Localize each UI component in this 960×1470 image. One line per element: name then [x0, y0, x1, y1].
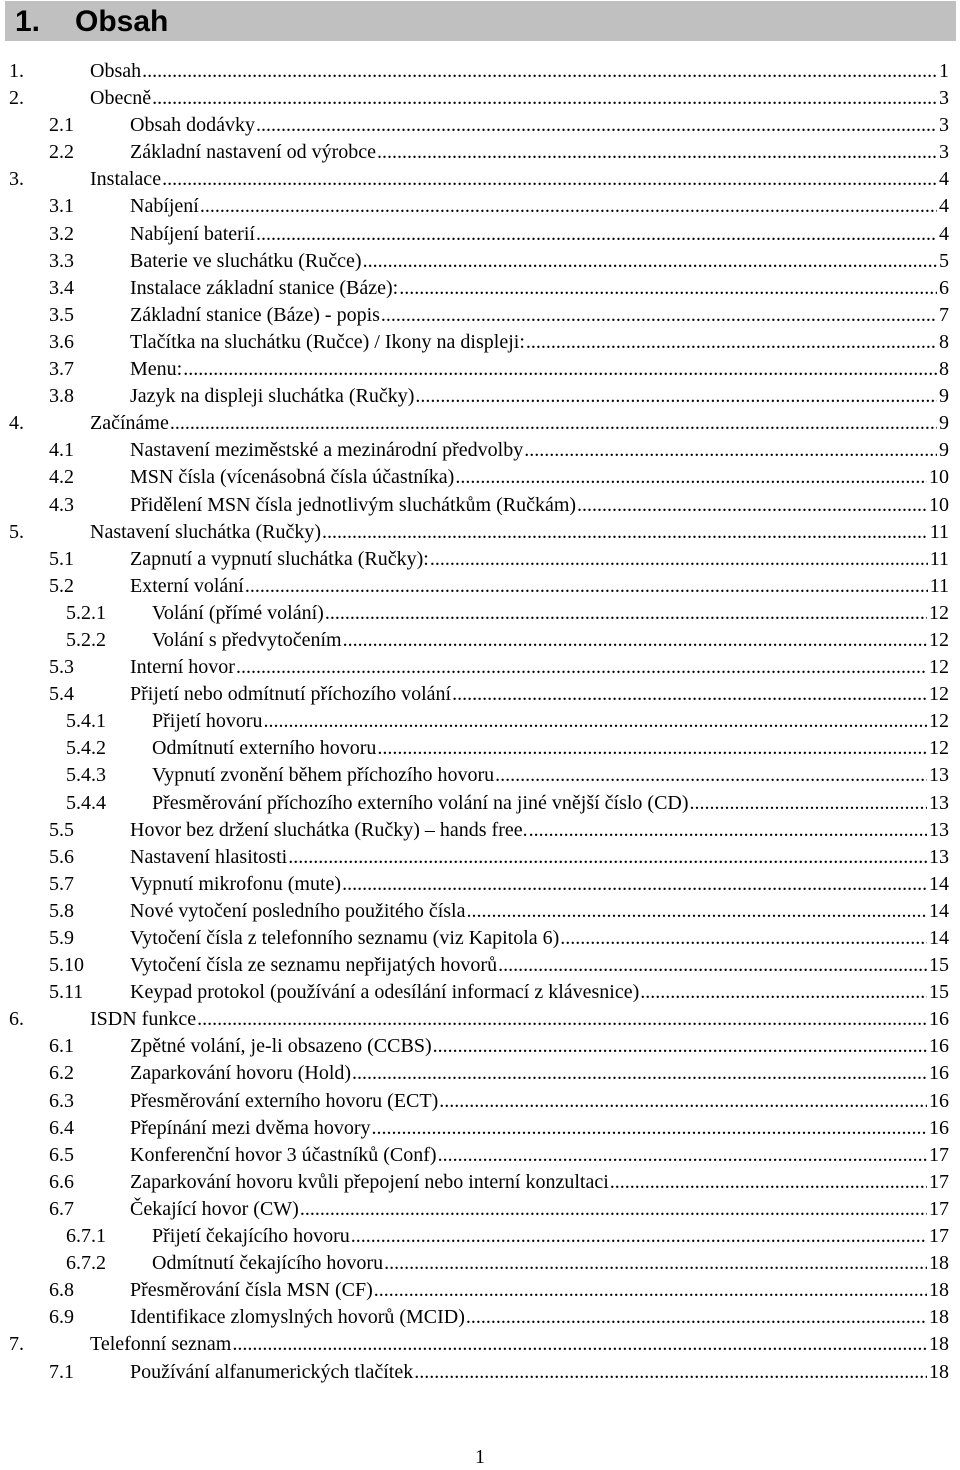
toc-entry-number: 1.	[9, 60, 24, 82]
toc-entry-title: Zapnutí a vypnutí sluchátka (Ručky):	[130, 547, 429, 570]
toc-dot-leader	[384, 1250, 927, 1277]
toc-entry-title: Volání s předvytočením	[152, 628, 342, 651]
toc-entry-body	[130, 356, 949, 383]
toc-dot-leader	[690, 790, 927, 817]
toc-dot-leader	[466, 898, 927, 925]
toc-entry-number: 5.2.1	[66, 601, 106, 624]
toc-entry-body	[130, 952, 949, 979]
toc-entry-title: Interní hovor	[130, 656, 235, 679]
toc-entry-title: Nastavení meziměstské a mezinárodní předvolby	[130, 439, 524, 462]
toc-entry-number: 5.8	[49, 899, 74, 922]
toc-entry-page: 17	[929, 1225, 949, 1248]
toc-entry[interactable]	[0, 1169, 960, 1196]
toc-entry-title: MSN čísla (vícenásobná čísla účastníka)	[130, 466, 455, 489]
toc-entry[interactable]	[0, 627, 960, 654]
toc-entry-body	[130, 1142, 949, 1169]
toc-entry-title: Obsah dodávky	[130, 114, 255, 137]
toc-dot-leader	[640, 979, 927, 1006]
toc-entry-page: 17	[929, 1197, 949, 1220]
toc-dot-leader	[455, 464, 927, 491]
toc-entry-body	[152, 1223, 949, 1250]
toc-entry-body	[130, 979, 949, 1006]
toc-entry-body	[130, 1033, 949, 1060]
toc-entry-title: Přepínání mezi dvěma hovory	[130, 1116, 371, 1139]
toc-entry[interactable]	[0, 1277, 960, 1304]
toc-entry-page: 13	[929, 764, 949, 787]
toc-entry-title: Zaparkování hovoru (Hold)	[130, 1062, 352, 1085]
toc-entry-title: Odmítnutí čekajícího hovoru	[152, 1252, 384, 1275]
toc-entry-body	[90, 1006, 949, 1033]
toc-entry-page: 16	[929, 1035, 949, 1058]
toc-dot-leader	[183, 356, 937, 383]
toc-entry-body	[152, 600, 949, 627]
toc-entry-page: 17	[929, 1143, 949, 1166]
toc-entry-body	[130, 573, 949, 600]
toc-entry-body	[130, 1359, 949, 1386]
toc-entry-page: 5	[939, 249, 949, 272]
toc-entry-number: 6.7	[49, 1197, 74, 1220]
toc-dot-leader	[351, 1223, 927, 1250]
toc-dot-leader	[197, 1006, 927, 1033]
toc-entry-number: 5.5	[49, 818, 74, 841]
toc-dot-leader	[526, 329, 937, 356]
toc-entry[interactable]	[0, 139, 960, 166]
toc-dot-leader	[343, 627, 927, 654]
toc-entry-body	[130, 1277, 949, 1304]
toc-dot-leader	[152, 85, 937, 112]
toc-dot-leader	[342, 871, 927, 898]
toc-entry-title: Baterie ve sluchátku (Ručce)	[130, 249, 362, 272]
toc-entry-title: Přijetí čekajícího hovoru	[152, 1225, 350, 1248]
toc-entry-title: Nabíjení	[130, 195, 199, 218]
toc-entry-page: 14	[929, 899, 949, 922]
toc-entry[interactable]	[0, 85, 960, 112]
toc-dot-leader	[200, 193, 937, 220]
toc-entry-page: 12	[929, 628, 949, 651]
toc-entry[interactable]	[0, 600, 960, 627]
toc-entry[interactable]	[0, 1304, 960, 1331]
toc-entry-body	[152, 708, 949, 735]
toc-dot-leader	[363, 248, 937, 275]
toc-entry-body	[130, 383, 949, 410]
toc-entry-page: 14	[929, 927, 949, 949]
toc-entry-title: Přesměrování příchozího externího volání na jiné vnější číslo (CD)	[152, 791, 689, 814]
toc-entry-body	[130, 1088, 949, 1115]
toc-entry[interactable]	[0, 546, 960, 573]
toc-entry-body	[90, 519, 949, 546]
toc-entry-body	[90, 58, 949, 85]
toc-entry[interactable]	[0, 1088, 960, 1115]
toc-entry-title: Jazyk na displeji sluchátka (Ručky)	[130, 385, 415, 408]
toc-entry-number: 2.2	[49, 141, 74, 164]
toc-entry-body	[130, 464, 949, 491]
toc-entry-page: 9	[939, 439, 949, 462]
toc-dot-leader	[381, 302, 937, 329]
toc-entry-page: 15	[929, 954, 949, 977]
toc-entry[interactable]	[0, 302, 960, 329]
toc-dot-leader	[439, 1088, 927, 1115]
toc-entry-body	[130, 925, 949, 952]
toc-entry-number: 6.4	[49, 1116, 74, 1139]
toc-entry-body	[130, 1060, 949, 1087]
toc-dot-leader	[256, 221, 937, 248]
toc-entry-number: 5.	[9, 520, 24, 543]
toc-entry[interactable]	[0, 437, 960, 464]
toc-entry-body	[130, 221, 949, 248]
toc-entry[interactable]	[0, 790, 960, 817]
toc-entry[interactable]	[0, 1142, 960, 1169]
toc-entry-body	[152, 627, 949, 654]
toc-entry-number: 6.7.1	[66, 1225, 106, 1248]
toc-entry-number: 2.	[9, 87, 24, 110]
toc-entry[interactable]	[0, 58, 960, 85]
toc-entry-body	[130, 1304, 949, 1331]
toc-dot-leader	[610, 1169, 927, 1196]
toc-entry-number: 5.11	[49, 981, 84, 1004]
toc-entry-page: 13	[929, 791, 949, 814]
toc-entry-body	[130, 112, 949, 139]
page-number: 1	[475, 1446, 485, 1468]
toc-entry-number: 5.3	[49, 656, 74, 679]
toc-entry-title: Nastavení hlasitosti	[130, 845, 288, 868]
toc-entry-title: Základní nastavení od výrobce	[130, 141, 377, 164]
toc-entry-body	[152, 1250, 949, 1277]
toc-entry-number: 3.7	[49, 358, 74, 381]
toc-entry-number: 5.4.1	[66, 710, 106, 733]
toc-entry-page: 7	[939, 303, 949, 326]
toc-entry[interactable]	[0, 871, 960, 898]
toc-entry[interactable]	[0, 681, 960, 708]
toc-dot-leader	[466, 1304, 927, 1331]
toc-entry[interactable]	[0, 329, 960, 356]
toc-dot-leader	[498, 952, 927, 979]
toc-entry-title: Vypnutí zvonění během příchozího hovoru	[152, 764, 495, 787]
toc-entry[interactable]	[0, 925, 960, 952]
toc-entry-number: 3.3	[49, 249, 74, 272]
toc-dot-leader	[495, 762, 927, 789]
toc-entry-number: 5.2	[49, 574, 74, 597]
toc-entry-number: 7.1	[49, 1360, 74, 1383]
toc-dot-leader	[142, 58, 937, 85]
toc-entry-title: Obsah	[90, 60, 142, 82]
toc-entry-number: 6.2	[49, 1062, 74, 1085]
toc-dot-leader	[288, 844, 927, 871]
toc-entry-number: 6.9	[49, 1306, 74, 1329]
toc-entry-number: 5.1	[49, 547, 74, 570]
toc-entry-body	[90, 1331, 949, 1358]
toc-entry-body	[152, 790, 949, 817]
toc-entry[interactable]	[0, 221, 960, 248]
toc-entry-body	[130, 302, 949, 329]
toc-entry-number: 5.4	[49, 683, 74, 706]
toc-entry-title: Přidělení MSN čísla jednotlivým sluchátkům (Ručkám)	[130, 493, 577, 516]
toc-dot-leader	[325, 600, 927, 627]
toc-entry-number: 5.10	[49, 954, 84, 977]
toc-entry-body	[130, 139, 949, 166]
toc-entry-title: Vytočení čísla ze seznamu nepřijatých hovorů	[130, 954, 498, 977]
toc-dot-leader	[264, 708, 927, 735]
toc-entry-title: Zpětné volání, je-li obsazeno (CCBS)	[130, 1035, 432, 1058]
toc-entry-page: 4	[939, 195, 949, 218]
toc-entry-title: Tlačítka na sluchátku (Ručce) / Ikony na displeji:	[130, 330, 525, 353]
toc-entry[interactable]	[0, 1033, 960, 1060]
toc-entry-page: 16	[929, 1008, 949, 1031]
toc-dot-leader	[452, 681, 927, 708]
toc-dot-leader	[322, 519, 928, 546]
toc-entry-page: 15	[929, 981, 949, 1004]
toc-entry-body	[152, 762, 949, 789]
toc-entry-title: Začínáme	[90, 412, 169, 435]
toc-entry-title: ISDN funkce	[90, 1008, 197, 1031]
toc-entry-title: Přijetí nebo odmítnutí příchozího volání	[130, 683, 452, 706]
toc-entry[interactable]	[0, 193, 960, 220]
toc-dot-leader	[256, 112, 937, 139]
toc-entry-page: 3	[939, 141, 949, 164]
toc-entry-title: Keypad protokol (používání a odesílání informací z klávesnice)	[130, 981, 640, 1004]
toc-dot-leader	[236, 654, 927, 681]
toc-dot-leader	[415, 383, 937, 410]
toc-entry-page: 12	[929, 601, 949, 624]
toc-entry-number: 6.	[9, 1008, 24, 1031]
toc-entry-page: 6	[939, 276, 949, 299]
toc-entry-number: 6.1	[49, 1035, 74, 1058]
toc-entry-title: Telefonní seznam	[90, 1333, 232, 1356]
toc-entry[interactable]	[0, 735, 960, 762]
toc-entry-page: 18	[929, 1333, 949, 1356]
toc-entry-title: Čekající hovor (CW)	[130, 1197, 299, 1220]
toc-entry[interactable]	[0, 1250, 960, 1277]
toc-dot-leader	[399, 275, 937, 302]
toc-entry[interactable]	[0, 708, 960, 735]
toc-entry-title: Vytočení čísla z telefonního seznamu (viz Kapitola 6)	[130, 927, 560, 949]
toc-entry-title: Instalace základní stanice (Báze):	[130, 276, 399, 299]
toc-entry-title: Nabíjení baterií	[130, 222, 255, 245]
toc-entry-title: Přesměrování externího hovoru (ECT)	[130, 1089, 439, 1112]
toc-entry-page: 1	[939, 60, 949, 82]
toc-dot-leader	[438, 1142, 927, 1169]
toc-entry-number: 4.1	[49, 439, 74, 462]
toc-entry-page: 12	[929, 710, 949, 733]
toc-entry-number: 5.4.4	[66, 791, 106, 814]
toc-entry-title: Externí volání	[130, 574, 244, 597]
toc-dot-leader	[374, 1277, 927, 1304]
toc-entry-page: 3	[939, 87, 949, 110]
toc-entry-title: Volání (přímé volání)	[152, 601, 324, 624]
toc-entry[interactable]	[0, 1223, 960, 1250]
toc-entry-body	[130, 193, 949, 220]
toc-entry-page: 18	[929, 1360, 949, 1383]
table-of-contents	[0, 58, 960, 1386]
toc-dot-leader	[245, 573, 928, 600]
toc-entry-number: 2.1	[49, 114, 74, 137]
toc-entry-title: Přijetí hovoru	[152, 710, 263, 733]
toc-entry-body	[130, 275, 949, 302]
toc-entry-page: 11	[929, 547, 949, 570]
toc-entry-body	[130, 248, 949, 275]
toc-entry-title: Instalace	[90, 168, 162, 191]
toc-entry[interactable]	[0, 817, 960, 844]
chapter-heading-bar	[5, 1, 956, 41]
toc-entry[interactable]	[0, 166, 960, 193]
toc-entry-title: Odmítnutí externího hovoru	[152, 737, 377, 760]
toc-entry-page: 16	[929, 1116, 949, 1139]
toc-entry-body	[130, 871, 949, 898]
toc-entry-number: 3.8	[49, 385, 74, 408]
toc-entry[interactable]	[0, 248, 960, 275]
toc-dot-leader	[430, 546, 928, 573]
toc-entry[interactable]	[0, 519, 960, 546]
toc-entry-number: 5.4.2	[66, 737, 106, 760]
toc-dot-leader	[170, 410, 937, 437]
toc-entry-body	[90, 85, 949, 112]
toc-entry-body	[130, 492, 949, 519]
toc-entry-body	[130, 844, 949, 871]
toc-dot-leader	[524, 437, 937, 464]
toc-entry-number: 6.6	[49, 1170, 74, 1193]
toc-entry-body	[130, 546, 949, 573]
toc-entry-title: Základní stanice (Báze) - popis	[130, 303, 380, 326]
toc-entry-page: 12	[929, 656, 949, 679]
toc-entry-page: 13	[929, 818, 949, 841]
toc-entry[interactable]	[0, 1331, 960, 1358]
toc-entry-page: 11	[929, 574, 949, 597]
toc-dot-leader	[372, 1115, 928, 1142]
toc-entry-number: 4.	[9, 412, 24, 435]
toc-dot-leader	[577, 492, 927, 519]
toc-entry[interactable]	[0, 1006, 960, 1033]
toc-entry-title: Vypnutí mikrofonu (mute)	[130, 872, 342, 895]
toc-entry-page: 17	[929, 1170, 949, 1193]
toc-dot-leader	[529, 817, 927, 844]
toc-entry-title: Konferenční hovor 3 účastníků (Conf)	[130, 1143, 437, 1166]
toc-entry-number: 3.1	[49, 195, 74, 218]
toc-entry-number: 4.3	[49, 493, 74, 516]
toc-entry-page: 12	[929, 683, 949, 706]
toc-entry-page: 14	[929, 872, 949, 895]
toc-dot-leader	[414, 1359, 927, 1386]
toc-entry-page: 4	[939, 222, 949, 245]
toc-entry[interactable]	[0, 410, 960, 437]
toc-entry-title: Přesměrování čísla MSN (CF)	[130, 1279, 373, 1302]
toc-entry[interactable]	[0, 1060, 960, 1087]
toc-entry[interactable]	[0, 952, 960, 979]
toc-entry[interactable]	[0, 275, 960, 302]
toc-entry-number: 3.6	[49, 330, 74, 353]
toc-entry-body	[130, 329, 949, 356]
toc-entry-page: 16	[929, 1062, 949, 1085]
toc-entry[interactable]	[0, 492, 960, 519]
toc-entry-page: 4	[939, 168, 949, 191]
toc-entry-number: 5.7	[49, 872, 74, 895]
toc-entry[interactable]	[0, 1359, 960, 1386]
toc-entry[interactable]	[0, 898, 960, 925]
toc-entry-title: Identifikace zlomyslných hovorů (MCID)	[130, 1306, 465, 1329]
toc-entry-page: 12	[929, 737, 949, 760]
toc-entry-number: 6.3	[49, 1089, 74, 1112]
toc-entry-page: 10	[929, 493, 949, 516]
toc-entry-page: 8	[939, 330, 949, 353]
toc-entry-page: 3	[939, 114, 949, 137]
toc-entry[interactable]	[0, 112, 960, 139]
toc-entry[interactable]	[0, 383, 960, 410]
toc-entry[interactable]	[0, 573, 960, 600]
toc-entry-page: 8	[939, 358, 949, 381]
toc-entry-number: 6.5	[49, 1143, 74, 1166]
toc-entry-body	[90, 410, 949, 437]
toc-entry-body	[130, 1169, 949, 1196]
toc-entry-title: Hovor bez držení sluchátka (Ručky) – hands free.	[130, 818, 528, 841]
toc-entry-page: 18	[929, 1279, 949, 1302]
toc-entry-page: 18	[929, 1306, 949, 1329]
toc-entry-body	[130, 1115, 949, 1142]
toc-entry-page: 13	[929, 845, 949, 868]
toc-entry-body	[130, 654, 949, 681]
toc-entry-title: Používání alfanumerických tlačítek	[130, 1360, 414, 1383]
toc-dot-leader	[560, 925, 927, 952]
toc-entry-number: 6.7.2	[66, 1252, 106, 1275]
toc-entry-page: 16	[929, 1089, 949, 1112]
toc-entry[interactable]	[0, 464, 960, 491]
toc-entry-page: 9	[939, 385, 949, 408]
toc-entry-body	[130, 898, 949, 925]
toc-entry-body	[130, 817, 949, 844]
toc-entry-page: 18	[929, 1252, 949, 1275]
toc-dot-leader	[433, 1033, 927, 1060]
toc-entry[interactable]	[0, 844, 960, 871]
toc-entry-body	[152, 735, 949, 762]
toc-entry-title: Nové vytočení posledního použitého čísla	[130, 899, 466, 922]
toc-entry-body	[130, 437, 949, 464]
toc-entry-body	[130, 1196, 949, 1223]
toc-dot-leader	[232, 1331, 927, 1358]
toc-entry-number: 5.9	[49, 927, 74, 949]
toc-dot-leader	[162, 166, 937, 193]
toc-entry-body	[130, 681, 949, 708]
toc-entry-title: Zaparkování hovoru kvůli přepojení nebo interní konzultaci	[130, 1170, 609, 1193]
toc-entry-body	[90, 166, 949, 193]
toc-entry-page: 9	[939, 412, 949, 435]
toc-entry-number: 5.6	[49, 845, 74, 868]
toc-entry-number: 4.2	[49, 466, 74, 489]
toc-entry[interactable]	[0, 979, 960, 1006]
chapter-number: 1.	[15, 5, 41, 38]
toc-entry-number: 7.	[9, 1333, 24, 1356]
toc-entry-number: 5.2.2	[66, 628, 106, 651]
toc-dot-leader	[352, 1060, 927, 1087]
toc-entry-page: 11	[929, 520, 949, 543]
toc-entry-title: Menu:	[130, 358, 183, 381]
toc-entry-page: 10	[929, 466, 949, 489]
toc-entry[interactable]	[0, 762, 960, 789]
toc-dot-leader	[377, 139, 937, 166]
toc-entry-number: 3.5	[49, 303, 74, 326]
toc-entry[interactable]	[0, 1115, 960, 1142]
toc-entry-number: 3.4	[49, 276, 74, 299]
toc-dot-leader	[300, 1196, 927, 1223]
toc-entry[interactable]	[0, 356, 960, 383]
toc-entry[interactable]	[0, 654, 960, 681]
toc-entry[interactable]	[0, 1196, 960, 1223]
toc-entry-title: Nastavení sluchátka (Ručky)	[90, 520, 322, 543]
toc-entry-number: 3.2	[49, 222, 74, 245]
toc-entry-number: 3.	[9, 168, 24, 191]
toc-entry-number: 5.4.3	[66, 764, 106, 787]
chapter-title: Obsah	[75, 5, 169, 38]
toc-entry-title: Obecně	[90, 87, 152, 110]
toc-dot-leader	[377, 735, 927, 762]
toc-entry-number: 6.8	[49, 1279, 74, 1302]
